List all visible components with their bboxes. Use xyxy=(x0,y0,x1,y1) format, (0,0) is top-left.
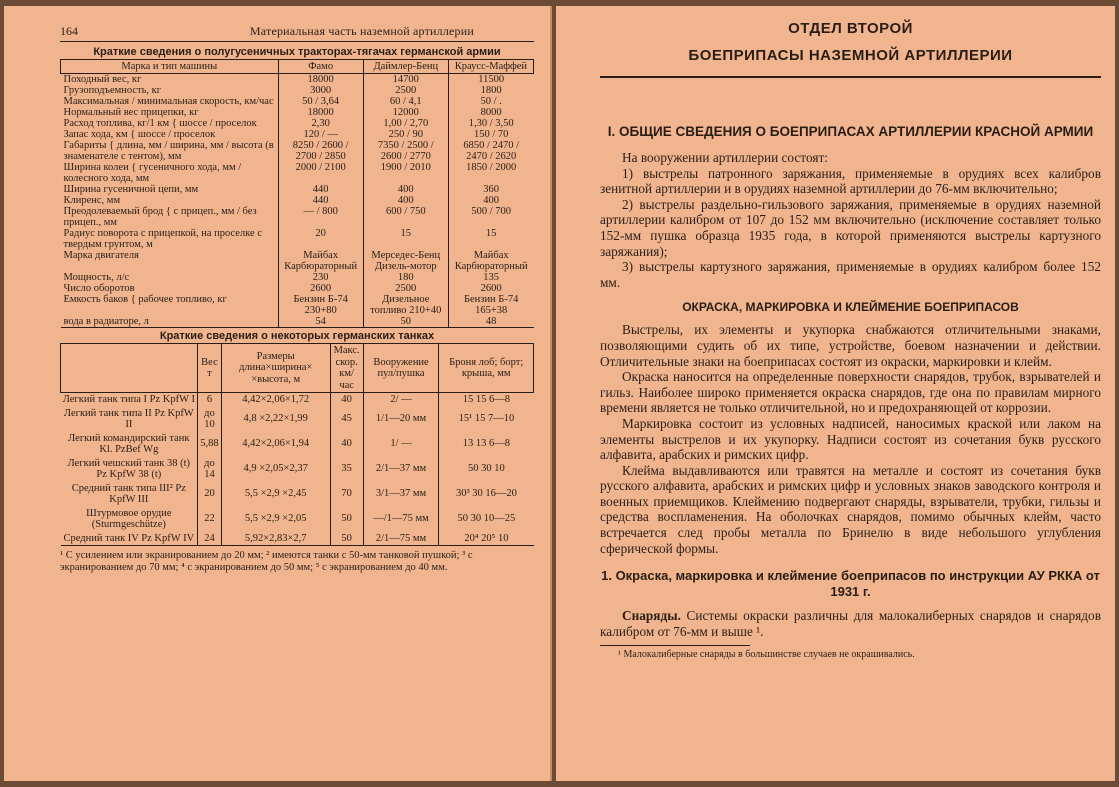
value-cell: 50 / . xyxy=(448,96,533,107)
value-cell: 500 / 700 xyxy=(448,206,533,228)
table-row xyxy=(61,206,534,228)
section-subtitle: БОЕПРИПАСЫ НАЗЕМНОЙ АРТИЛЛЕРИИ xyxy=(688,47,1013,64)
table-row xyxy=(61,407,534,432)
param-cell: Габариты { длина, мм / ширина, мм / высота (в знаменателе с тентом), мм xyxy=(63,140,274,162)
table-row xyxy=(61,532,534,546)
tanks-table xyxy=(60,343,534,546)
value-cell: 2,30 xyxy=(278,118,363,129)
table-row xyxy=(61,316,534,328)
value-cell: 2500 xyxy=(363,85,448,96)
table-row xyxy=(61,107,534,118)
value-cell: 120 / — xyxy=(278,129,363,140)
param-cell: Мощность, л/с xyxy=(63,272,130,283)
table-row xyxy=(61,129,534,140)
param-cell: Марка двигателя xyxy=(63,250,139,261)
value-cell: Дизельное топливо 210+40 xyxy=(363,294,448,316)
value-cell: 2600 xyxy=(278,283,363,294)
table2-body xyxy=(61,393,534,546)
table1-header: Даймлер-Бенц xyxy=(363,60,448,74)
param-cell: Ширина колеи { гусеничного хода, мм / колесного хода, мм xyxy=(63,162,242,184)
dims-cell: 4,8 ×2,22×1,99 xyxy=(221,407,330,432)
param-cell: Нормальный вес прицепки, кг xyxy=(63,107,199,118)
value-cell: 18000 xyxy=(278,107,363,118)
name-cell: Легкий танк типа II Pz KpfW II xyxy=(63,407,194,430)
table-row xyxy=(61,432,534,457)
dims-cell: 4,9 ×2,05×2,37 xyxy=(221,457,330,482)
value-cell: Бензин Б-74 165+38 xyxy=(448,294,533,316)
table-row xyxy=(61,393,534,407)
speed-cell: 50 xyxy=(330,532,363,546)
table-row xyxy=(61,482,534,507)
dims-cell: 4,42×2,06×1,94 xyxy=(221,432,330,457)
param-cell: Запас хода, км { шоссе / проселок xyxy=(63,129,216,140)
paragraph: Окраска наносится на определенные поверхности снарядов, трубок, взрывателей и гильз. Наиболее широко применяется окраска снарядов, где она по правилам мирного времени является не только отличительной, но и предохраняющей от коррозии. xyxy=(600,369,1101,416)
right-page xyxy=(556,6,1115,781)
arms-cell: 3/1—37 мм xyxy=(363,482,439,507)
table2-header: Вооружение пул/пушка xyxy=(363,344,439,393)
value-cell: 1,30 / 3,50 xyxy=(448,118,533,129)
table-row xyxy=(61,118,534,129)
footnote-rule xyxy=(600,645,750,646)
param-cell: Преодолеваемый брод { с прицеп., мм / без прицеп., мм xyxy=(63,206,257,228)
speed-cell: 40 xyxy=(330,393,363,407)
value-cell: 15 xyxy=(448,228,533,250)
paragraph xyxy=(600,608,1101,639)
value-cell: 50 / 3,64 xyxy=(278,96,363,107)
table-row xyxy=(61,195,534,206)
table-row xyxy=(61,507,534,532)
value-cell: 360 xyxy=(448,184,533,195)
weight-cell: 20 xyxy=(198,482,222,507)
name-cell: Средний танк IV Pz KpfW IV xyxy=(61,532,198,546)
param-cell: Ширина гусеничной цепи, мм xyxy=(63,184,199,195)
value-cell: — / 800 xyxy=(278,206,363,228)
section-title: ОТДЕЛ ВТОРОЙ xyxy=(788,20,913,37)
paragraph: Выстрелы, их элементы и укупорка снабжаются отличительными знаками, позволяющими судить об их типе, устройстве, боевом назначении и действии. Отличительные знаки на боеприпасах состоят из окраски, маркировки и клейм. xyxy=(600,322,1101,369)
value-cell: Мерседес-Бенц Дизель-мотор xyxy=(363,250,448,272)
value-cell: 180 xyxy=(363,272,448,283)
value-cell: 400 xyxy=(363,184,448,195)
paragraph: На вооружении артиллерии состоят: xyxy=(622,150,828,165)
param-cell: Радиус поворота с прицепкой, на проселке с твердым грунтом, м xyxy=(63,228,262,250)
table1-caption: Краткие сведения о полугусеничных тракторах-тягачах германской армии xyxy=(93,46,501,58)
weight-cell: 6 xyxy=(198,393,222,407)
armor-cell: 15 15 6—8 xyxy=(439,393,534,407)
value-cell: 60 / 4,1 xyxy=(363,96,448,107)
weight-cell: 5,88 xyxy=(198,432,222,457)
value-cell: 48 xyxy=(448,316,533,328)
table1-header: Марка и тип машины xyxy=(61,60,279,74)
value-cell: Бензин Б-74 230+80 xyxy=(278,294,363,316)
value-cell: 400 xyxy=(448,195,533,206)
paragraph: 1) выстрелы патронного заряжания, применяемые в орудиях всех калибров зенитной артиллерии и в орудиях наземной артиллерии до 76-мм включительно; xyxy=(600,165,1101,197)
value-cell: 15 xyxy=(363,228,448,250)
subheading-2: 1. Окраска, маркировка и клеймение боеприпасов по инструкции АУ РККА от 1931 г. xyxy=(601,568,1100,600)
param-cell: Максимальная / минимальная скорость, км/час xyxy=(63,96,274,107)
paragraph-lead: Снаряды. xyxy=(622,608,681,624)
speed-cell: 35 xyxy=(330,457,363,482)
page-number: 164 xyxy=(60,24,78,38)
value-cell: 135 xyxy=(448,272,533,283)
value-cell: 1800 xyxy=(448,85,533,96)
running-title: Материальная часть наземной артиллерии xyxy=(249,24,474,38)
name-cell: Средний танк типа III² Pz KpfW III xyxy=(71,482,186,505)
value-cell: 18000 xyxy=(278,74,363,86)
paragraphs-group-1 xyxy=(600,150,1101,290)
name-cell: Легкий танк типа I Pz KpfW I xyxy=(62,394,195,405)
arms-cell: 1/1—20 мм xyxy=(363,407,439,432)
paragraph-text: Системы окраски различны для малокалиберных снарядов и снарядов калибром от 76-мм и выше ¹. xyxy=(600,608,1101,639)
value-cell: 250 / 90 xyxy=(363,129,448,140)
speed-cell: 50 xyxy=(330,507,363,532)
footnote: ¹ Малокалиберные снаряды в большинстве случаев не окрашивались. xyxy=(618,649,915,661)
paragraph: Клейма выдавливаются или травятся на металле и состоят из сочетания букв русского алфавита, арабских и римских цифр и условных знаков заводского контроля и военных приемщиков. Клеймению подвергают снаряды, взрыватели, трубки, гильзы и средства воспламенения. На оболочках снарядов, помимо обычных клейм, часто встречается след пробы металла по Бринелю в виде небольшого углубления сферической формы. xyxy=(600,462,1101,556)
armor-cell: 30³ 30 16—20 xyxy=(439,482,534,507)
armor-cell: 50 30 10 xyxy=(439,457,534,482)
dims-cell: 5,5 ×2,9 ×2,05 xyxy=(221,507,330,532)
speed-cell: 45 xyxy=(330,407,363,432)
paragraph: 3) выстрелы картузного заряжания, применяемые в орудиях калибром более 152 мм. xyxy=(600,259,1101,290)
param-cell: Емкость баков { рабочее топливо, кг xyxy=(63,294,227,305)
table-row xyxy=(61,272,534,283)
param-cell: вода в радиаторе, л xyxy=(61,316,279,328)
value-cell: 3000 xyxy=(278,85,363,96)
value-cell: 150 / 70 xyxy=(448,129,533,140)
name-cell: Штурмовое орудие (Sturmgeschütze) xyxy=(86,507,172,530)
value-cell: 8250 / 2600 / 2700 / 2850 xyxy=(278,140,363,162)
table-row xyxy=(61,96,534,107)
table-row xyxy=(61,74,534,86)
table-row xyxy=(61,283,534,294)
paragraphs-group-2 xyxy=(600,322,1101,556)
param-cell: Грузоподъемность, кг xyxy=(63,85,162,96)
value-cell: 400 xyxy=(363,195,448,206)
subheading: ОКРАСКА, МАРКИРОВКА И КЛЕЙМЕНИЕ БОЕПРИПАСОВ xyxy=(682,300,1019,315)
value-cell: 8000 xyxy=(448,107,533,118)
table2-caption: Краткие сведения о некоторых германских танках xyxy=(159,330,435,342)
table2-footnote: ¹ С усилением или экранированием до 20 мм; ² имеются танки с 50-мм танковой пушкой; ³ с экранированием до 70 мм; ⁴ с экранированием до 50 мм; ⁵ с экранированием до 40 мм. xyxy=(60,550,473,573)
arms-cell: 2/1—37 мм xyxy=(363,457,439,482)
value-cell: 12000 xyxy=(363,107,448,118)
table-row xyxy=(61,228,534,250)
arms-cell: 1/ — xyxy=(363,432,439,457)
value-cell: 1900 / 2010 xyxy=(363,162,448,184)
table1-header: Фамо xyxy=(278,60,363,74)
arms-cell: 2/ — xyxy=(363,393,439,407)
value-cell: 50 xyxy=(363,316,448,328)
table-row xyxy=(61,85,534,96)
armor-cell: 50 30 10—25 xyxy=(439,507,534,532)
dims-cell: 5,92×2,83×2,7 xyxy=(221,532,330,546)
table2-header: Вес т xyxy=(198,344,222,393)
name-cell: Легкий командирский танк Kl. PzBef Wg xyxy=(68,432,190,455)
table-row xyxy=(61,140,534,162)
paragraph: 2) выстрелы раздельно-гильзового заряжания, применяемые в орудиях наземной артиллерии калибром от 107 до 152 мм включительно (исключение составляет только 152-мм пушка образца 1935 года, в которой применяются выстрелы картузного заряжания); xyxy=(600,196,1101,259)
table-row xyxy=(61,162,534,184)
param-cell: Походный вес, кг xyxy=(63,74,142,85)
value-cell: 440 xyxy=(278,184,363,195)
table1-body xyxy=(61,74,534,328)
table-row xyxy=(61,294,534,316)
name-cell: Легкий чешский танк 38 (t) Pz KpfW 38 (t) xyxy=(67,457,191,480)
table2-header: Макс. скор. км/час xyxy=(330,344,363,393)
book-spread xyxy=(4,6,1115,781)
armor-cell: 13 13 6—8 xyxy=(439,432,534,457)
value-cell: 14700 xyxy=(363,74,448,86)
speed-cell: 70 xyxy=(330,482,363,507)
paragraph: Маркировка состоит из условных надписей, наносимых краской или лаком на элементы выстрелов и их укупорку. Надписи состоят из сочетания букв русского алфавита, арабских и римских цифр. xyxy=(600,415,1101,463)
tractor-table xyxy=(60,59,534,328)
dims-cell: 4,42×2,06×1,72 xyxy=(221,393,330,407)
param-cell: Клиренс, мм xyxy=(63,195,121,206)
value-cell: 7350 / 2500 / 2600 / 2770 xyxy=(363,140,448,162)
value-cell: Майбах Карбюраторный xyxy=(278,250,363,272)
value-cell: 600 / 750 xyxy=(363,206,448,228)
value-cell: 230 xyxy=(278,272,363,283)
weight-cell: до 14 xyxy=(198,457,222,482)
value-cell: 6850 / 2470 / 2470 / 2620 xyxy=(448,140,533,162)
chapter-title: I. ОБЩИЕ СВЕДЕНИЯ О БОЕПРИПАСАХ АРТИЛЛЕРИИ КРАСНОЙ АРМИИ xyxy=(607,124,1094,139)
table-row xyxy=(61,184,534,195)
armor-cell: 15¹ 15 7—10 xyxy=(439,407,534,432)
value-cell: 54 xyxy=(278,316,363,328)
running-header xyxy=(60,24,534,42)
armor-cell: 20⁴ 20⁵ 10 xyxy=(439,532,534,546)
arms-cell: 2/1—75 мм xyxy=(363,532,439,546)
speed-cell: 40 xyxy=(330,432,363,457)
value-cell: 1850 / 2000 xyxy=(448,162,533,184)
value-cell: Майбах Карбюраторный xyxy=(448,250,533,272)
section-rule xyxy=(600,76,1101,78)
param-cell: Число оборотов xyxy=(63,283,135,294)
arms-cell: —/1—75 мм xyxy=(363,507,439,532)
weight-cell: до 10 xyxy=(198,407,222,432)
value-cell: 20 xyxy=(278,228,363,250)
table2-header: Размеры длина×ширина× ×высота, м xyxy=(221,344,330,393)
value-cell: 1,00 / 2,70 xyxy=(363,118,448,129)
value-cell: 11500 xyxy=(448,74,533,86)
table-row xyxy=(61,457,534,482)
value-cell: 2000 / 2100 xyxy=(278,162,363,184)
table1-header: Краусс-Маффей xyxy=(448,60,533,74)
param-cell: Расход топлива, кг/1 км { шоссе / проселок xyxy=(63,118,257,129)
value-cell: 2500 xyxy=(363,283,448,294)
table2-header xyxy=(61,344,198,393)
value-cell: 2600 xyxy=(448,283,533,294)
table-row xyxy=(61,250,534,272)
table2-header: Броня лоб; борт; крыша, мм xyxy=(439,344,534,393)
weight-cell: 24 xyxy=(198,532,222,546)
dims-cell: 5,5 ×2,9 ×2,45 xyxy=(221,482,330,507)
value-cell: 440 xyxy=(278,195,363,206)
weight-cell: 22 xyxy=(198,507,222,532)
left-page xyxy=(4,6,552,781)
